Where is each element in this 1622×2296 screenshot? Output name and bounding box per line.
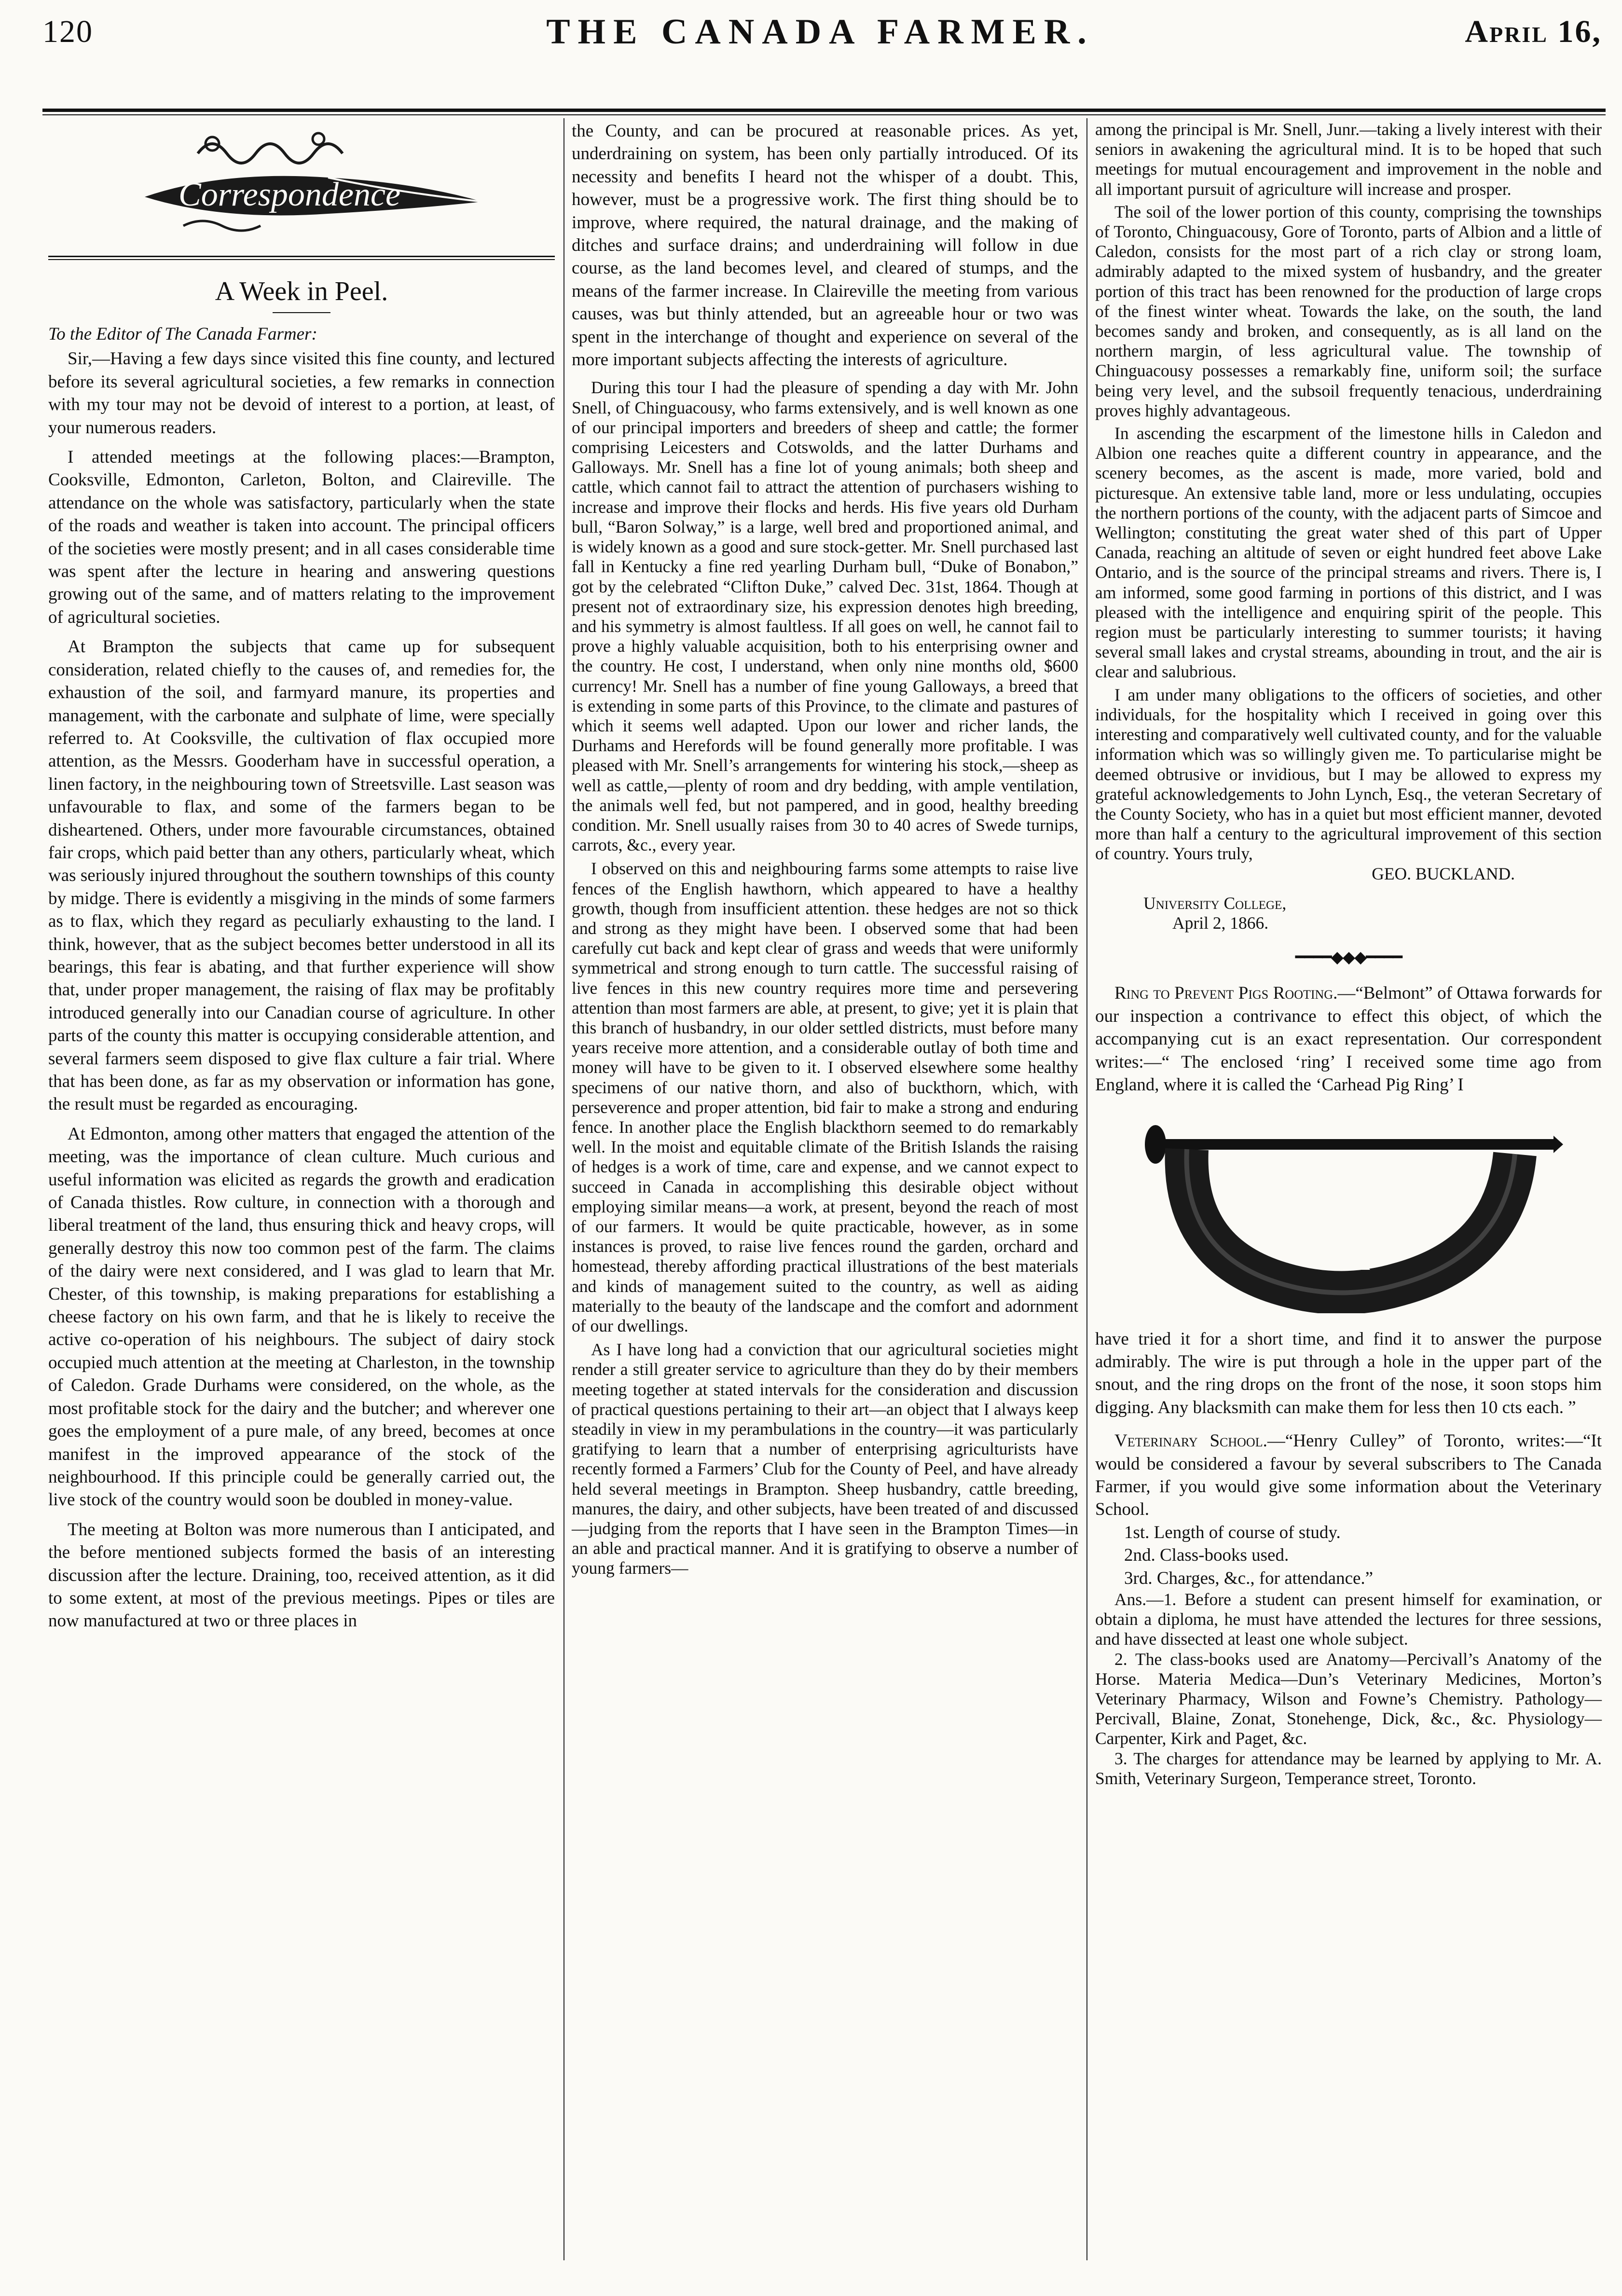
column-divider [1086,118,1087,2260]
section-rule [48,256,555,257]
header-rule [42,109,1606,112]
veterinary-heading: Veterinary School. [1114,1431,1267,1451]
column-1 [48,124,555,1633]
paragraph: I attended meetings at the following places:—Brampton, Cooksville, Edmonton, Carleton, Bolton, and Claireville. The attendance on the whole was satisfactory, particularly when the state of the roads and weather is taken into account. The principal officers of the societies were mostly present; and in all cases considerable time was spent after the lecture in hearing and answering questions growing out of the same, and of matters relating to the improvement of agricultural societies. [48,447,555,627]
page-header [34,9,1607,76]
column-2 [572,120,1078,1579]
paragraph: As I have long had a conviction that our agricultural societies might render a still greater service to agriculture than they do by their members meeting together at stated intervals for the consideration and discussion of practical questions pertaining to their art—an object that I always keep steadily in view in my perambulations in the country—it was particularly gratifying to learn that a number of enterprising agriculturists have recently formed a Farmers’ Club for the County of Peel, and have already held several meetings in Brampton. Sheep husbandry, cattle breeding, manures, the dairy, and other subjects, have been treated of and discussed—judging from the reports that I have seen in the Brampton Times—in an able and practical manner. And it is gratifying to observe a number of young farmers— [572,1340,1078,1578]
paragraph: Sir,—Having a few days since visited this fine county, and lectured before its several agricultural societies, a few remarks in connection with my tour may not be devoid of interest to a portion, at least, of your numerous readers. [48,349,555,438]
newspaper-title: THE CANADA FARMER. [546,12,1094,52]
answer-paragraph: 3. The charges for attendance may be learned by applying to Mr. A. Smith, Veterinary Surgeon, Temperance street, Toronto. [1095,1748,1602,1788]
pig-ring-continued: have tried it for a short time, and find it to answer the purpose admirably. The wire is put through a hole in the upper part of the snout, and the ring drops on the front of the nose, it soon stops him digging. Any blacksmith can make them for less then 10 cts each. ” [1095,1329,1602,1417]
title-rule [273,312,330,313]
quill-banner-icon [125,124,492,245]
pig-ring-heading: Ring to Prevent Pigs Rooting. [1114,983,1338,1004]
banner-label: Correspondence [179,176,401,213]
paragraph: At Brampton the subjects that came up for subsequent consideration, related chiefly to the causes of, and remedies for, the exhaustion of the soil, and farmyard manure, its properties and management, with the carbonate and sulphate of lime, were specially referred to. At Cooksville, the cultivation of flax occupied more attention, as the Messrs. Gooderham have in successful operation, a linen factory, in the neighbouring town of Streetsville. Last season was unfavourable to flax, and some of the farmers began to be disheartened. Others, under more favourable circumstances, obtained fair crops, which paid better than any others, particularly wheat, which was seriously injured throughout the southern townships of this county by midge. There is evidently a misgiving in the minds of some farmers as to flax, which they regard as peculiarly exhausting to the land. I think, however, that as the subject becomes better understood in all its bearings, this fear is abating, and that further experience will show that, under proper management, the raising of flax may be profitably introduced generally into our Canadian course of agriculture. In other parts of the county this matter is occupying considerable attention, and several farmers seem disposed to give flax culture a fair trial. Where that has been done, as far as my observation or information has gone, the result must be regarded as encouraging. [48,637,555,1114]
question-item: 3rd. Charges, &c., for attendance.” [1124,1568,1374,1588]
paragraph: In ascending the escarpment of the limestone hills in Caledon and Albion one reaches quite a different country in appearance, and the scenery becomes, as the ascent is made, more varied, bold and picturesque. An extensive table land, more or less undulating, occupies the northern portions of the county, with the adjacent parts of Simcoe and Wellington; constituting the great water shed of this part of Upper Canada, reaching an altitude of seven or eight hundred feet above Lake Ontario, and is the source of the principal streams and rivers. There is, I am informed, some good farming in portions of this district, and I was pleased with the intelligence and enquiring spirit of the people. This region must be particularly interesting to summer tourists; it having several small lakes and crystal streams, abounding in trout, and the air is clear and salubrious. [1095,424,1602,682]
pig-ring-illustration [1129,1111,1602,1318]
answer-paragraph: 2. The class-books used are Anatomy—Percivall’s Anatomy of the Horse. Materia Medica—Dun’s Veterinary Medicines, Morton’s Veterinary Pharmacy, Wilson and Fowne’s Chemistry. Pathology—Percivall, Blaine, Zonat, Stonehenge, Dick, &c., &c. Physiology—Carpenter, Kirk and Paget, &c. [1095,1649,1602,1748]
pig-ring-icon [1129,1111,1563,1313]
question-item: 2nd. Class-books used. [1124,1545,1289,1566]
pig-ring-text: —“Belmont” of Ottawa forwards for our inspection a contrivance to effect this object, of which the accompanying cut is an exact representation. Our correspondent writes:—“ The enclosed ‘ring’ I received some time ago from England, where it is called the ‘Carhead Pig Ring’ I [1095,983,1602,1095]
dateline-date: April 2, 1866. [1172,913,1269,933]
paragraph: During this tour I had the pleasure of spending a day with Mr. John Snell, of Chinguacousy, who farms extensively, and is well known as one of our principal importers and breeders of sheep and cattle; the former comprising Leicesters and Cotswolds, and the latter Durhams and Galloways. Mr. Snell has a fine lot of young animals; both sheep and cattle, which cannot fail to attract the attention of purchasers wishing to increase and improve their flocks and herds. His five years old Durham bull, “Baron Solway,” is a large, well bred and proportioned animal, and is widely known as a good and sure stock-getter. Mr. Snell purchased last fall in Kentucky a fine red yearling Durham bull, “Duke of Bonabon,” got by the celebrated “Clifton Duke,” calved Dec. 31st, 1864. Though at present not of extraordinary size, his expression denotes high breeding, and his symmetry is almost faultless. If all goes on well, he cannot fail to prove a highly valuable acquisition, both to his enterprising owner and the country. He cost, I understand, when only nine months old, $600 currency! Mr. Snell has a number of fine young Galloways, a breed that is extending in some parts of this Province, to the climate and pastures of which it seems well adapted. Upon our lower and richer lands, the Durhams and Herefords will be found generally more profitable. I was pleased with Mr. Snell’s arrangements for wintering his stock,—sheep as well as cattle,—plenty of room and dry bedding, with ample ventilation, the animals well fed, but not pampered, and in good, healthy breeding condition. Mr. Snell usually raises from 30 to 40 acres of Swede turnips, carrots, &c., every year. [572,378,1078,855]
paragraph: I am under many obligations to the officers of societies, and other individuals, for the hospitality which I received in going over this interesting and comparatively well cultivated county, and for the valuable information which was so willingly given me. To particularise might be deemed obtrusive or invidious, but I may be allowed to express my grateful acknowledgements to John Lynch, Esq., the veteran Secretary of the County Society, who has in a quiet but most efficient manner, devoted more than half a century to the agricultural improvement of this section of country. Yours truly, [1095,685,1602,864]
salutation: To the Editor of The Canada Farmer: [48,324,317,344]
dateline-place: University College, [1143,893,1287,913]
pig-ring-paragraph [1095,982,1602,1096]
header-rule-thin [42,114,1606,115]
correspondence-banner [48,124,555,250]
issue-date: April 16, [1465,14,1602,49]
answer-paragraph: Ans.—1. Before a student can present himself for examination, or obtain a diploma, he must have attended the lectures for three sessions, and have dissected at least one whole subject. [1095,1590,1602,1649]
column-3 [1095,120,1602,1788]
paragraph: among the principal is Mr. Snell, Junr.—taking a lively interest with their seniors in awakening the agricultural mind. It is to be hoped that such meetings for mutual encouragement and improvement in the noble and all important pursuit of agriculture will increase and prosper. [1095,120,1602,199]
question-list [1095,1521,1602,1590]
paragraph: The soil of the lower portion of this county, comprising the townships of Toronto, Chinguacousy, Gore of Toronto, parts of Albion and a little of Caledon, consists for the most part of a rich clay or strong loam, admirably adapted to the mixed system of husbandry, and the greater portion of this tract has been renowned for the production of large crops of the finest winter wheat. Towards the lake, on the south, the land becomes sandy and broken, and consequently, as is all land on the northern margin, of less agricultural value. The township of Chinguacousy possesses a remarkably fine, uniform soil; the surface being very level, and the subsoil frequently tenacious, underdraining proves highly advantageous. [1095,202,1602,420]
paragraph: At Edmonton, among other matters that engaged the attention of the meeting, was the importance of clean culture. Much curious and useful information was elicited as regards the growth and eradication of Canada thistles. Row culture, in connection with a thorough and liberal treatment of the land, thus ensuring thick and heavy crops, will generally destroy this now too common pest of the farm. The claims of the dairy were next considered, and I was glad to learn that Mr. Chester, of this township, is making preparations for establishing a cheese factory on his own farm, and that he is likely to receive the active co-operation of his neighbours. The subject of dairy stock occupied much attention at the meeting at Charleston, in the township of Caledon. Grade Durhams were considered, on the whole, as the most profitable stock for the dairy and the butcher; and wherever one goes the employment of a pure male, of any breed, becomes at once manifest in the improved appearance of the stock of the neighbourhood. If this principle could be generally carried out, the live stock of the country would soon be doubled in money-value. [48,1124,555,1510]
section-rule-thin [48,259,555,260]
ornamental-divider: ━━━━◆◆◆━━━━ [1295,949,1402,967]
question-item: 1st. Length of course of study. [1124,1522,1341,1542]
signature: GEO. BUCKLAND. [1372,864,1515,883]
veterinary-paragraph [1095,1430,1602,1521]
paragraph: the County, and can be procured at reasonable prices. As yet, underdraining on system, has been only partially introduced. Of its necessity and benefits I heard not the whisper of a doubt. This, however, must be a progressive work. The first thing should be to improve, where required, the natural drainage, and the making of ditches and surface drains; and underdraining will follow in due course, as the land becomes level, and cleared of stumps, and the means of the farmer increase. In Claireville the meeting from various causes, was but thinly attended, but an agreeable hour or two was spent in the interchange of thought and experience on several of the more important subjects affecting the interests of agriculture. [572,121,1078,370]
paragraph: I observed on this and neighbouring farms some attempts to raise live fences of the English hawthorn, which appeared to have a healthy growth, though from insufficient attention. these hedges are not so thick and strong as they might have been. I observed some that had been carefully cut back and kept clear of grass and weeds that were uniformly symmetrical and strong enough to turn cattle. The successful raising of live fences in this new country requires more time and persevering attention than most farmers are able, at present, to give; yet it is plain that this branch of husbandry, in our older settled districts, must before many years receive more attention, and a considerable outlay of both time and money will have to be given to it. I observed elsewhere some healthy specimens of our native thorn, and also of buckthorn, which, with perseverence and proper attention, bid fair to make a strong and enduring fence. In another place the English blackthorn seemed to do remarkably well. In the moist and equitable climate of the British Islands the raising of hedges is a work of time, care and expense, and we cannot expect to succeed in Canada in accomplishing this desirable object without employing similar means—a work, at present, beyond the reach of most of our farmers. It would be quite practicable, however, as in some instances is proved, to raise live fences round the garden, orchard and homestead, thereby affording practical illustrations of the best materials and kinds of management suited to the country, as well as aiding materially to the beauty of the landscape and the comfort and adornment of our dwellings. [572,859,1078,1336]
paragraph: The meeting at Bolton was more numerous than I anticipated, and the before mentioned subjects formed the basis of an interesting discussion after the lecture. Draining, too, received attention, as it did to some extent, at most of the previous meetings. Pipes or tiles are now manufactured at two or three places in [48,1519,555,1631]
article-title: A Week in Peel. [215,276,388,306]
page-number: 120 [42,14,93,49]
veterinary-intro: —“Henry Culley” of Toronto, writes:—“It would be considered a favour by several subscribers to The Canada Farmer, if you would give some information about the Veterinary School. [1095,1431,1602,1520]
